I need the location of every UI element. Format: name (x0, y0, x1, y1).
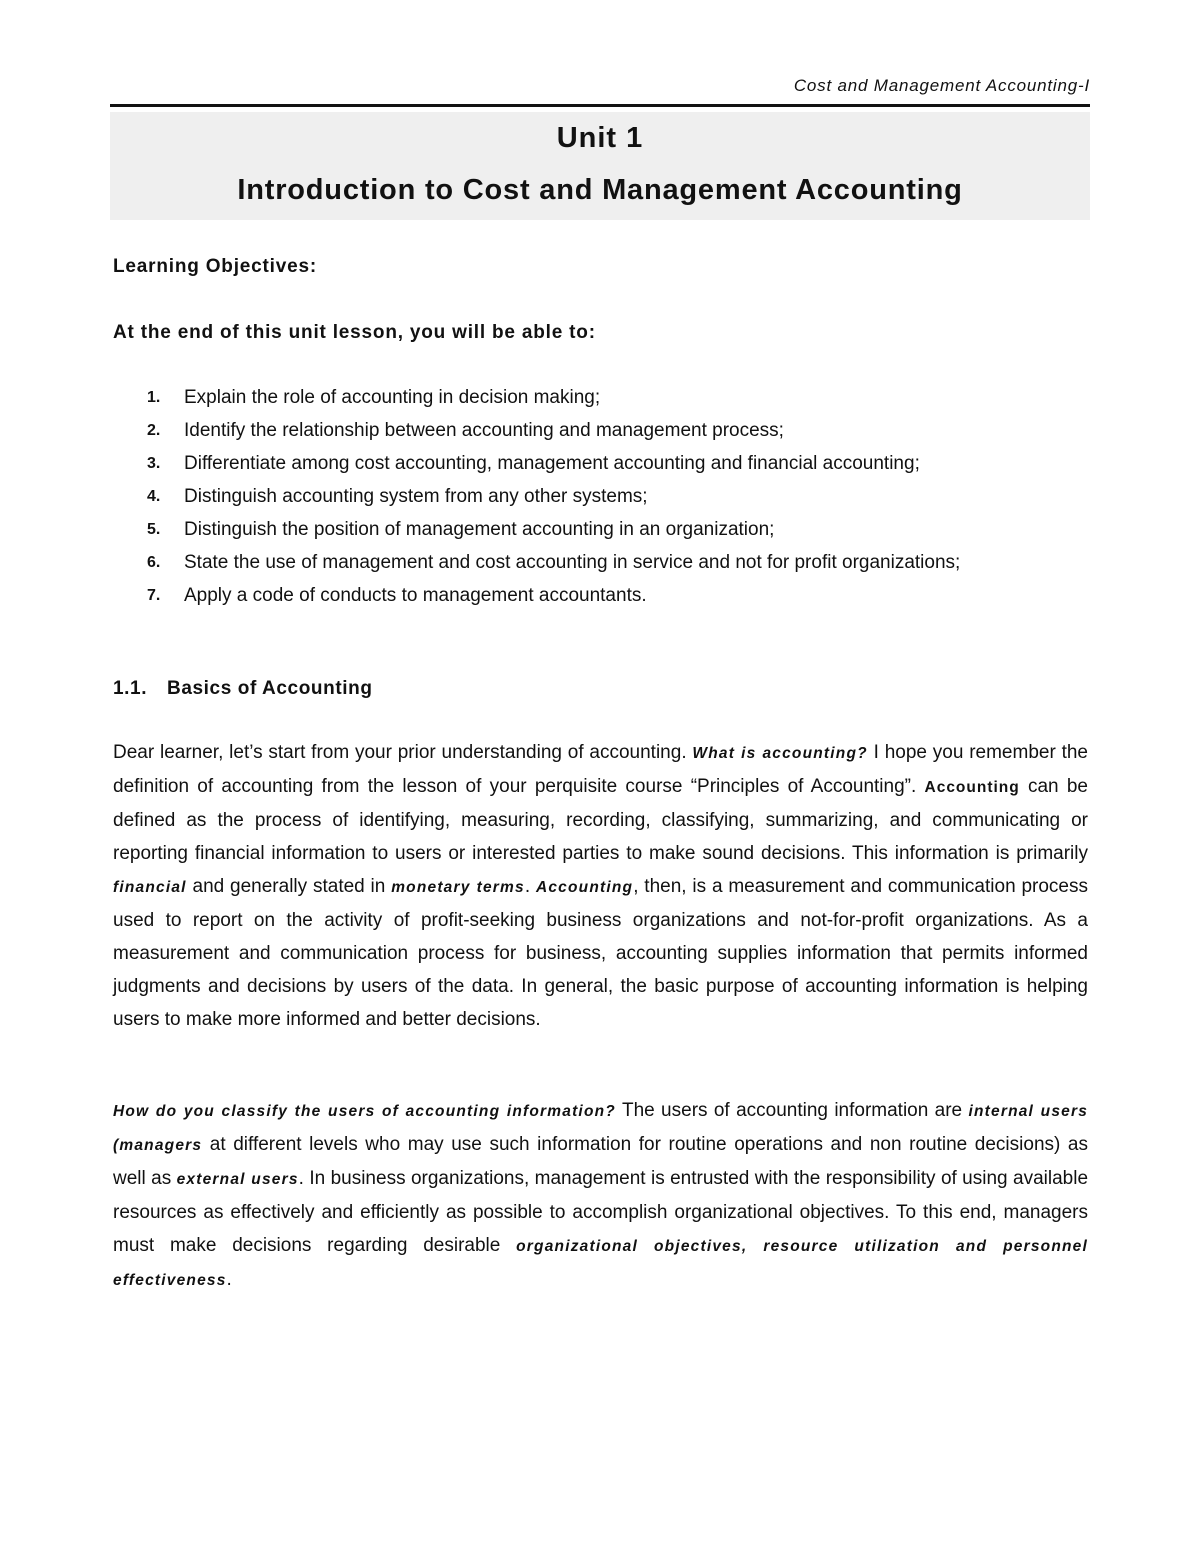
paragraph-text: The users of accounting information are (615, 1100, 969, 1121)
emphasized-question: How do you classify the users of accounting information? (113, 1103, 616, 1120)
body-paragraph (113, 1094, 1088, 1297)
defined-term: Accounting (924, 779, 1020, 796)
objective-number: 4. (147, 488, 161, 505)
running-header: Cost and Management Accounting-I (793, 76, 1090, 95)
section-number: 1.1. (113, 678, 148, 699)
objectives-list (113, 381, 1088, 612)
paragraph-text: Dear learner, let’s start from your prior understanding of accounting. (113, 742, 693, 763)
section-title: Basics of Accounting (167, 678, 373, 699)
unit-title: Introduction to Cost and Management Accounting (237, 174, 963, 206)
section-heading (113, 678, 373, 700)
paragraph-text: at different levels who may use such information for routine operations and non routine decisions) as well as (113, 1134, 1088, 1189)
emphasized-question: What is accounting? (692, 745, 868, 762)
objective-item (113, 579, 1088, 612)
paragraph-text: I hope you remember the definition of accounting from the lesson of your perquisite course “Principles of Accounting”. (113, 742, 1088, 797)
emphasized-term: external users (176, 1171, 299, 1188)
objective-text: Distinguish the position of management accounting in an organization; (184, 519, 775, 540)
objective-number: 1. (147, 389, 161, 406)
emphasized-term: monetary terms (391, 879, 525, 896)
objective-number: 5. (147, 521, 161, 538)
paragraph-text: , then, is a measurement and communication process used to report on the activity of profit-seeking business organizations and not-for-profit organizations. As a measurement and communication process for business, accounting supplies information that permits informed judgments and decisions by users of the data. In general, the basic purpose of accounting information is helping users to make more informed and better decisions. (113, 876, 1088, 1030)
objective-text: Explain the role of accounting in decision making; (184, 387, 601, 408)
objective-item (113, 480, 1088, 513)
emphasized-term: financial (113, 879, 187, 896)
emphasized-term: Accounting (535, 879, 634, 896)
objective-number: 3. (147, 455, 161, 472)
objective-number: 2. (147, 422, 161, 439)
emphasized-term: organizational objectives, resource utilization and personnel effectiveness (113, 1238, 1088, 1289)
paragraph-text: can be defined as the process of identifying, measuring, recording, classifying, summarizing, and communicating or reporting financial information to users or interested parties to make sound decisions. This information is primarily (113, 776, 1088, 864)
paragraph-text: . (524, 876, 536, 897)
objective-text: Differentiate among cost accounting, management accounting and financial accounting; (184, 453, 920, 474)
objective-number: 6. (147, 554, 161, 571)
objective-text: Identify the relationship between accounting and management process; (184, 420, 784, 441)
objective-item (113, 447, 1088, 480)
emphasized-term: internal users (managers (113, 1103, 1089, 1154)
paragraph-text: and generally stated in (186, 876, 392, 897)
objective-text: Apply a code of conducts to management accountants. (184, 585, 647, 606)
unit-title-band (110, 112, 1090, 220)
objective-item (113, 414, 1088, 447)
paragraph-text: . (226, 1269, 232, 1290)
unit-number: Unit 1 (556, 122, 644, 154)
learning-objectives-heading: Learning Objectives: (113, 256, 317, 277)
objective-item (113, 513, 1088, 546)
learning-objectives-intro: At the end of this unit lesson, you will be able to: (113, 322, 596, 343)
header-rule (110, 104, 1090, 107)
objective-item (113, 546, 1088, 579)
body-paragraph (113, 736, 1088, 1036)
objective-number: 7. (147, 587, 161, 604)
paragraph-text: . In business organizations, management is entrusted with the responsibility of using available resources as effectively and efficiently as possible to accomplish organizational objectives. To this end, managers must make decisions regarding desirable (113, 1168, 1089, 1256)
objective-text: State the use of management and cost accounting in service and not for profit organizations; (184, 552, 961, 573)
objective-item (113, 381, 1088, 414)
objective-text: Distinguish accounting system from any other systems; (184, 486, 648, 507)
